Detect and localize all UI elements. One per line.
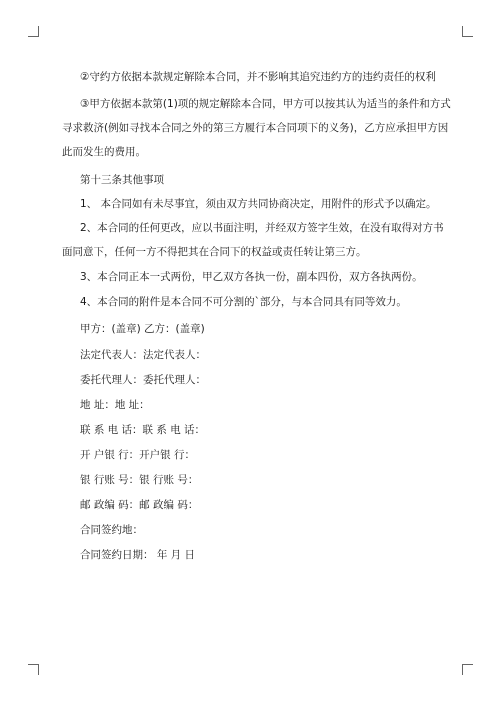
clause-3-line-2: 寻求救济(例如寻找本合同之外的第三方履行本合同项下的义务)，乙方应承担甲方因 <box>62 122 449 134</box>
phone-line: 联 系 电 话：联 系 电 话： <box>80 424 206 436</box>
party-seal-line: 甲方：(盖章) 乙方：(盖章) <box>80 323 205 335</box>
crop-mark-bottom-left <box>28 664 39 675</box>
clause-3-line-3: 此而发生的费用。 <box>62 146 146 158</box>
signing-date-line: 合同签约日期： 年 月 日 <box>80 549 196 561</box>
article-13-item-3: 3、本合同正本一式两份，甲乙双方各执一份，副本四份，双方各执两份。 <box>80 271 423 283</box>
signing-place-line: 合同签约地： <box>80 524 143 536</box>
bank-line: 开 户银 行：开户银 行： <box>80 449 196 461</box>
address-line: 地 址：地 址： <box>80 399 150 411</box>
clause-2-termination-rights: ②守约方依据本款规定解除本合同，并不影响其追究违约方的违约责任的权利 <box>80 71 436 83</box>
article-13-item-2-line-2: 面同意下，任何一方不得把其在合同下的权益或责任转让第三方。 <box>62 246 367 258</box>
article-13-item-4: 4、本合同的附件是本合同不可分割的`部分，与本合同具有同等效力。 <box>80 296 407 308</box>
postal-code-line: 邮 政编 码：邮 政编 码： <box>80 499 199 511</box>
crop-mark-top-right <box>462 26 473 37</box>
crop-mark-top-left <box>28 26 39 37</box>
legal-representative-line: 法定代表人：法定代表人： <box>80 349 206 361</box>
article-13-item-1: 1、 本合同如有未尽事宜，须由双方共同协商决定，用附件的形式予以确定。 <box>80 198 437 210</box>
authorized-agent-line: 委托代理人：委托代理人： <box>80 374 206 386</box>
article-13-heading: 第十三条其他事项 <box>80 174 164 186</box>
crop-mark-bottom-right <box>462 664 473 675</box>
clause-3-line-1: ③甲方依据本款第(1)项的规定解除本合同，甲方可以按其认为适当的条件和方式 <box>80 98 451 110</box>
bank-account-line: 银 行账 号：银 行账 号： <box>80 474 199 486</box>
article-13-item-2-line-1: 2、本合同的任何更改，应以书面注明，并经双方签字生效，在没有取得对方书 <box>80 222 444 234</box>
